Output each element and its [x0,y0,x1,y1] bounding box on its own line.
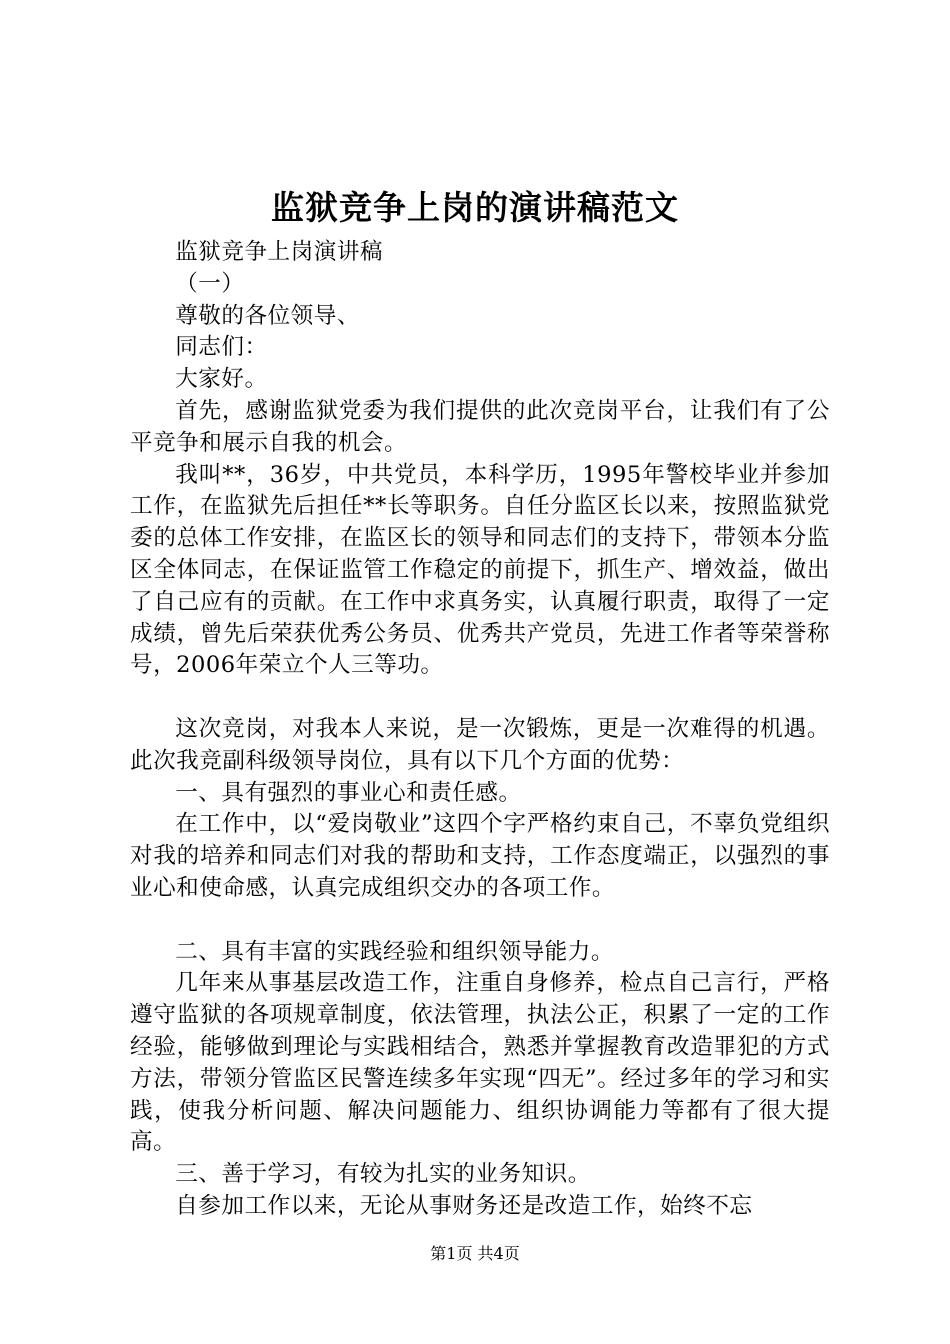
paragraph-advantage-1: 在工作中，以“爱岗敬业”这四个字严格约束自己，不辜负党组织对我的培养和同志们对我的帮助和支持，工作态度端正，以强烈的事业心和使命感，认真完成组织交办的各项工作。 [130,811,830,901]
paragraph-thanks: 首先，感谢监狱党委为我们提供的此次竞岗平台，让我们有了公平竞争和展示自我的机会。 [130,397,830,456]
document-body [130,237,830,1223]
paragraph-advantage-2: 几年来从事基层改造工作，注重自身修养，检点自己言行，严格遵守监狱的各项规章制度，依法管理，执法公正，积累了一定的工作经验，能够做到理论与实践相结合，熟悉并掌握教育改造罪犯的方式方法，带领分管监区民警连续多年实现“四无”。经过多年的学习和实践，使我分析问题、解决问题能力、组织协调能力等都有了很大提高。 [130,970,830,1156]
paragraph-subtitle: 监狱竞争上岗演讲稿 [175,239,384,265]
document-title: 监狱竞争上岗的演讲稿范文 [271,188,679,227]
paragraph-greeting: 大家好。 [175,366,268,393]
page-footer: 第1页 共4页 [430,1244,520,1263]
heading-advantage-1: 一、具有强烈的事业心和责任感。 [175,779,522,806]
paragraph-salutation-2: 同志们： [175,334,268,361]
paragraph-salutation: 尊敬的各位领导、 [175,302,360,329]
paragraph-advantage-3: 自参加工作以来，无论从事财务还是改造工作，始终不忘 [175,1192,753,1219]
paragraph-self-introduction: 我叫**，36岁，中共党员，本科学历，1995年警校毕业并参加工作，在监狱先后担任**长等职务。自任分监区长以来，按照监狱党委的总体工作安排，在监区长的领导和同志们的支持下，带领本分监区全体同志，在保证监管工作稳定的前提下，抓生产、增效益，做出了自己应有的贡献。在工作中求真务实，认真履行职责，取得了一定成绩，曾先后荣获优秀公务员、优秀共产党员，先进工作者等荣誉称号，2006年荣立个人三等功。 [130,461,830,679]
paragraph-section-number: （一） [175,270,245,297]
heading-advantage-3: 三、善于学习，有较为扎实的业务知识。 [175,1161,591,1188]
paragraph-opportunity: 这次竞岗，对我本人来说，是一次锻炼，更是一次难得的机遇。此次我竞副科级领导岗位，具有以下几个方面的优势： [130,715,830,774]
heading-advantage-2: 二、具有丰富的实践经验和组织领导能力。 [175,938,614,965]
